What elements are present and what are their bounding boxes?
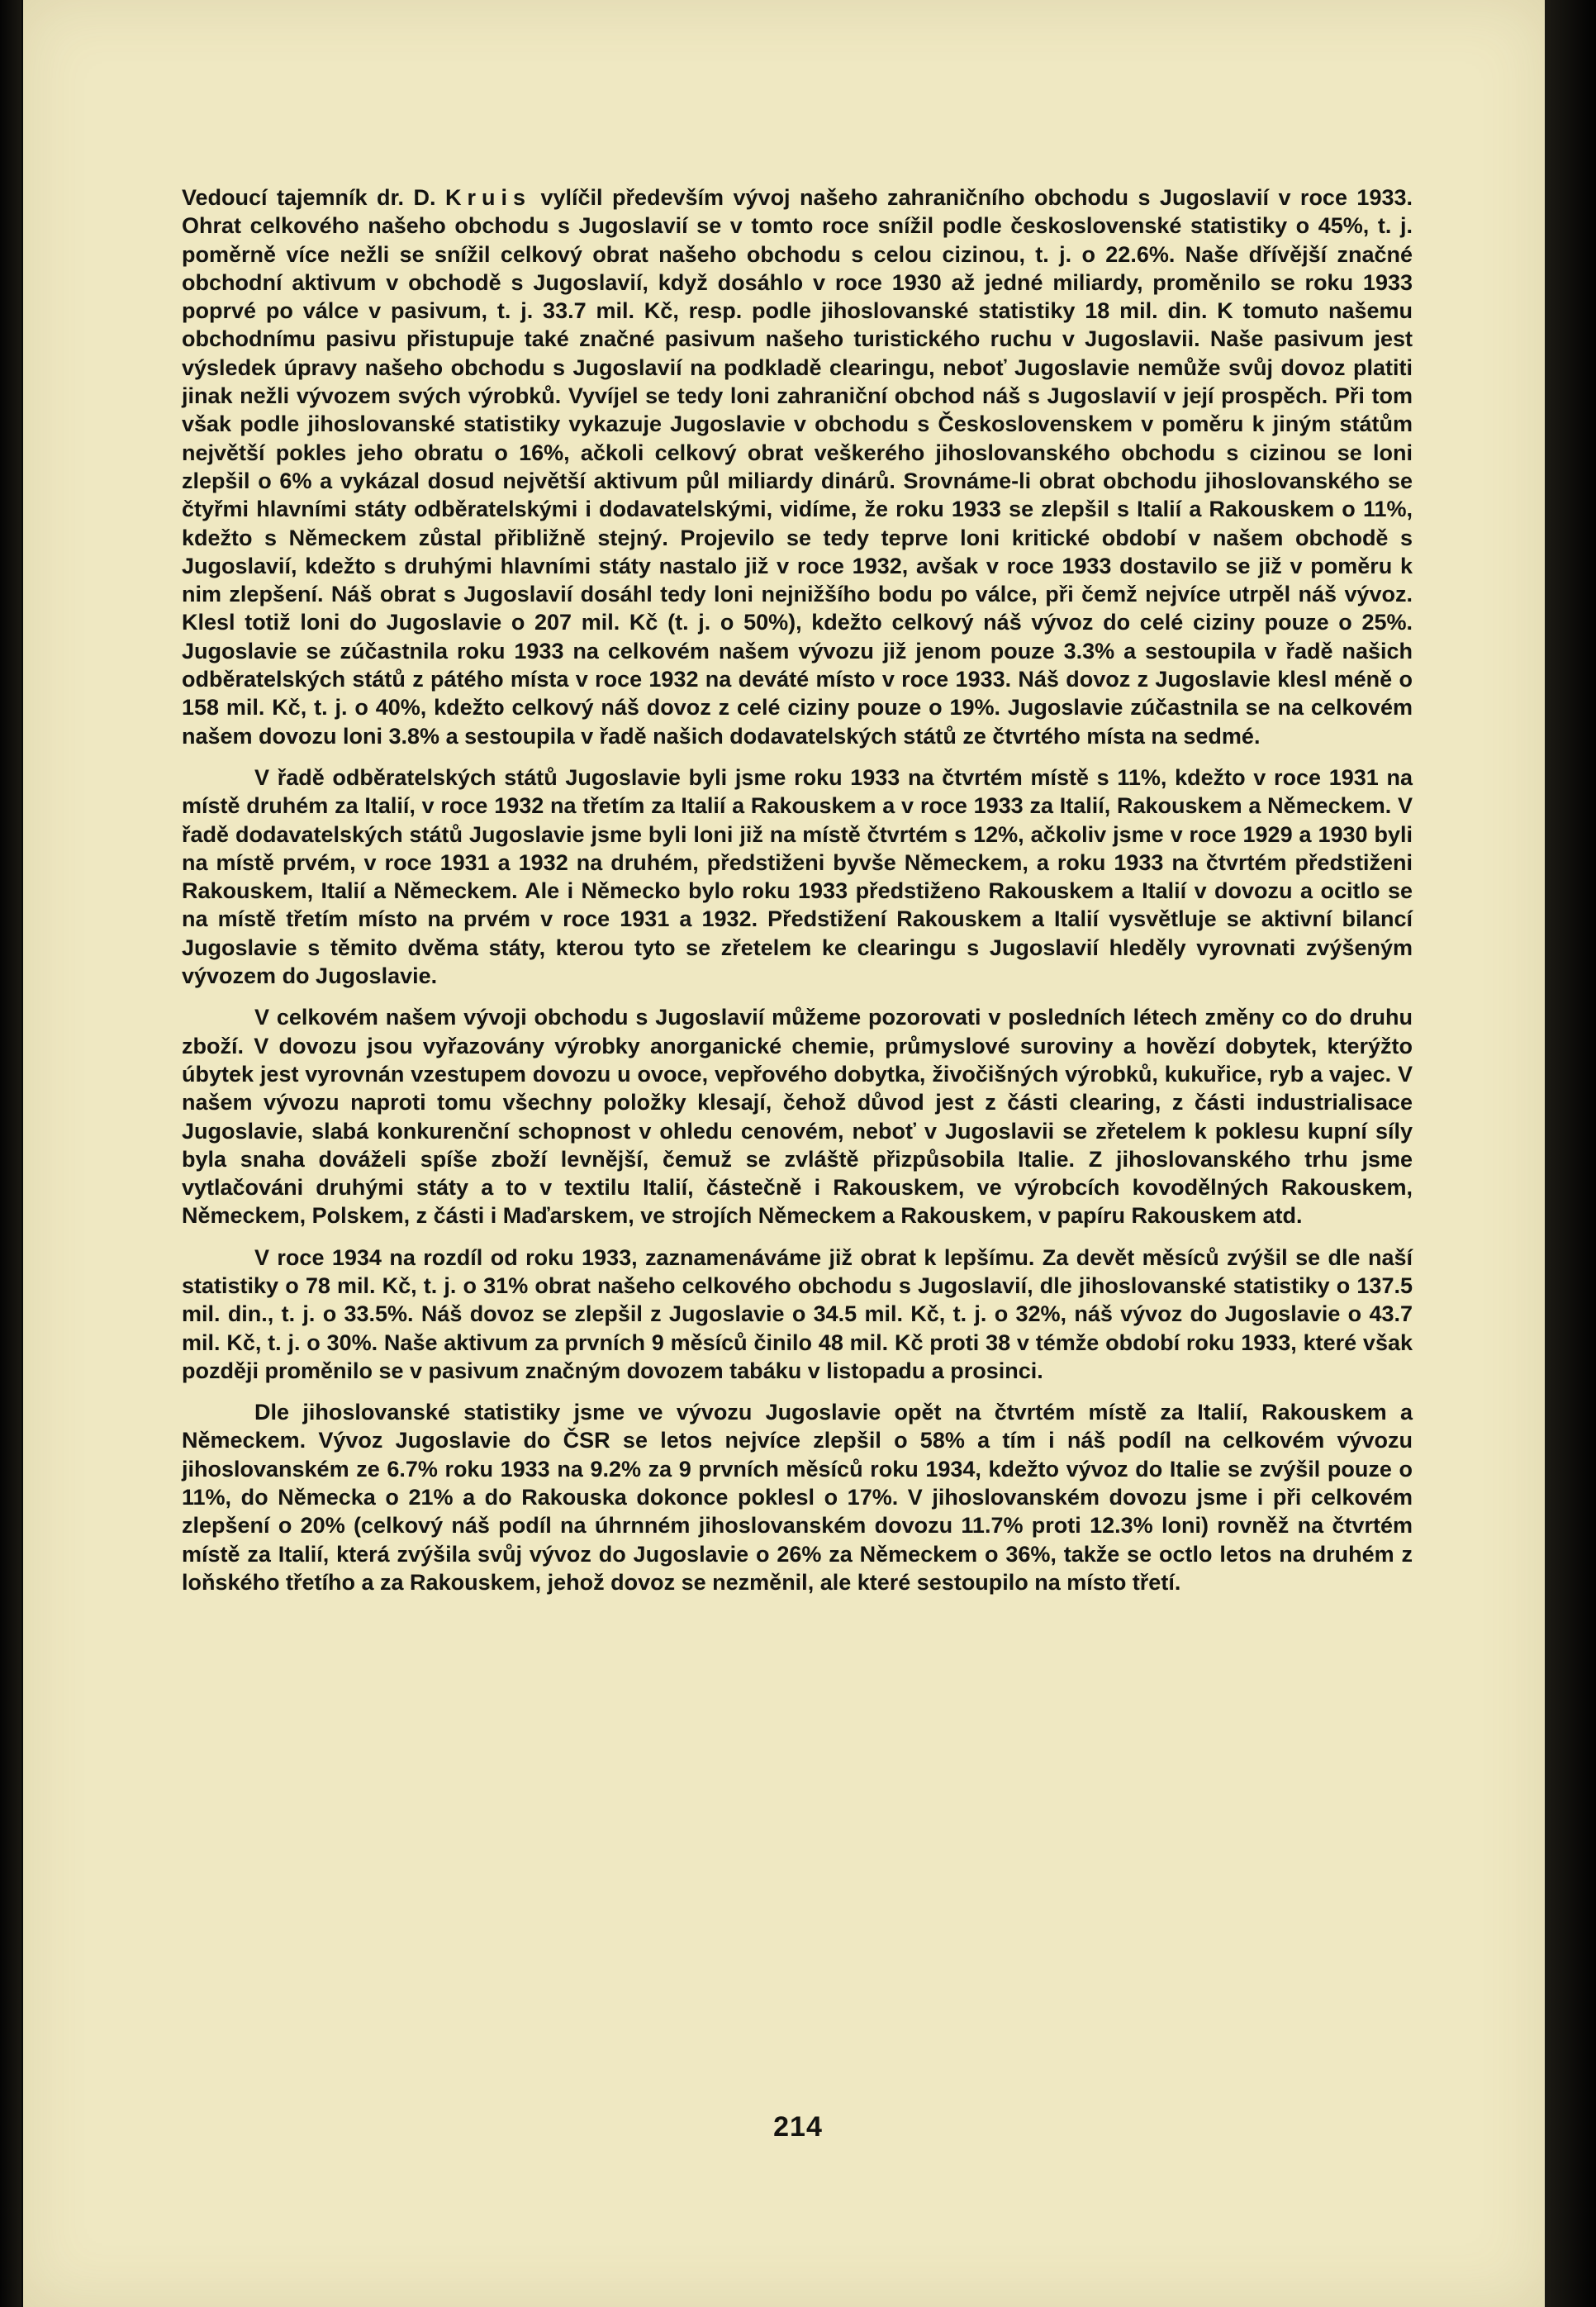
paragraph-1-lead: Vedoucí tajemník dr. D. xyxy=(182,185,445,210)
body-text xyxy=(182,183,1413,1610)
scan-right-edge xyxy=(1545,0,1596,2307)
page-number: 214 xyxy=(773,2111,823,2143)
paragraph-1-text: vylíčil především vývoj našeho zahraničního obchodu s Jugoslavií v roce 1933. Ohrat celkového našeho obchodu s Jugoslavií se v tomto roce snížil podle československé statistiky o 45%, t. j. poměrně více nežli se snížil celkový obrat našeho obchodu s celou cizinou, t. j. o 22.6%. Naše dřívější značné obchodní aktivum v obchodě s Jugoslavií, když dosáhlo v roce 1930 až jedné miliardy, proměnilo se roku 1933 poprvé po válce v pasivum, t. j. 33.7 mil. Kč, resp. podle jihoslovanské statistiky 18 mil. din. K tomuto našemu obchodnímu pasivu přistupuje také značné pasivum našeho turistického ruchu v Jugoslavii. Naše pasivum jest výsledek úpravy našeho obchodu s Jugoslavií na podkladě clearingu, neboť Jugoslavie nemůže svůj dovoz platiti jinak nežli vývozem svých výrobků. Vyvíjel se tedy loni zahraniční obchod náš s Jugoslavií v její prospěch. Při tom však podle jihoslovanské statistiky vykazuje Jugoslavie v obchodu s Československem v poměru k jiným státům největší pokles jeho obratu o 16%, ačkoli celkový obrat veškerého jihoslovanského obchodu s cizinou se loni zlepšil o 6% a vykázal dosud největší aktivum půl miliardy dinárů. Srovnáme-li obrat obchodu jihoslovanského se čtyřmi hlavními státy odběratelskými i dodavatelskými, vidíme, že roku 1933 se zlepšil s Italií a Rakouskem o 11%, kdežto s Německem zůstal přibližně stejný. Projevilo se tedy teprve loni kritické období v našem obchodě s Jugoslavií, kdežto s druhými hlavními státy nastalo již v roce 1932, avšak v roce 1933 dostavilo se již v poměru k nim zlepšení. Náš obrat s Jugoslavií dosáhl tedy loni nejnižšího bodu po válce, při čemž nejvíce utrpěl náš vývoz. Klesl totiž loni do Jugoslavie o 207 mil. Kč (t. j. o 50%), kdežto celkový náš vývoz do celé ciziny pouze o 25%. Jugoslavie se zúčastnila roku 1933 na celkovém našem vývozu již jenom pouze 3.3% a sestoupila v řadě našich odběratelských států z pátého místa v roce 1932 na deváté místo v roce 1933. Náš dovoz z Jugoslavie klesl méně o 158 mil. Kč, t. j. o 40%, kdežto celkový náš dovoz z celé ciziny pouze o 19%. Jugoslavie zúčastnila se na celkovém našem dovozu loni 3.8% a sestoupila v řadě našich dodavatelských států ze čtvrtého místa na sedmé. xyxy=(182,185,1413,749)
paragraph-2: V řadě odběratelských států Jugoslavie byli jsme roku 1933 na čtvrtém místě s 11%, kdežto v roce 1931 na místě druhém za Italií, v roce 1932 na třetím za Italií a Rakouskem a v roce 1933 za Italií, Rakouskem a Německem. V řadě dodavatelských států Jugoslavie jsme byli loni již na místě čtvrtém s 12%, ačkoliv jsme v roce 1929 a 1930 byli na místě prvém, v roce 1931 a 1932 na druhém, předstiženi byvše Německem, a roku 1933 na čtvrtém předstiženi Rakouskem, Italií a Německem. Ale i Německo bylo roku 1933 předstiženo Rakouskem a Italií v dovozu a ocitlo se na místě třetím místo na prvém v roce 1931 a 1932. Předstižení Rakouskem a Italií vysvětluje se aktivní bilancí Jugoslavie s těmito dvěma státy, kterou tyto se zřetelem ke clearingu s Jugoslavií hleděly vyrovnati zvýšeným vývozem do Jugoslavie. xyxy=(182,764,1413,989)
scan-left-edge xyxy=(0,0,21,2307)
paragraph-5: Dle jihoslovanské statistiky jsme ve vývozu Jugoslavie opět na čtvrtém místě za Italií, Rakouskem a Německem. Vývoz Jugoslavie do ČSR se letos nejvíce zlepšil o 58% a tím i náš podíl na celkovém vývozu jihoslovanském ze 6.7% roku 1933 na 9.2% za 9 prvních měsíců roku 1934, kdežto vývoz do Italie se zvýšil pouze o 11%, do Německa o 21% a do Rakouska dokonce poklesl o 17%. V jihoslovanském dovozu jsme i při celkovém zlepšení o 20% (celkový náš podíl na úhrnném jihoslovanském dovozu 11.7% proti 12.3% loni) rovněž na čtvrtém místě za Italií, která zvýšila svůj vývoz do Jugoslavie o 26% za Německem o 36%, takže se octlo letos na druhém z loňského třetího a za Rakouskem, jehož dovoz se nezměnil, ale které sestoupilo na místo třetí. xyxy=(182,1400,1413,1595)
author-name: Kruis xyxy=(444,185,531,210)
paragraph-1 xyxy=(182,183,1413,750)
paragraph-3: V celkovém našem vývoji obchodu s Jugoslavií můžeme pozorovati v posledních létech změny co do druhu zboží. V dovozu jsou vyřazovány výrobky anorganické chemie, průmyslové suroviny a hovězí dobytek, kterýžto úbytek jest vyrovnán vzestupem dovozu u ovoce, vepřového dobytka, živočišných výrobků, kukuřice, ryb a vajec. V našem vývozu naproti tomu všechny položky klesají, čehož důvod jest z části clearing, z části industrialisace Jugoslavie, slabá konkurenční schopnost v ohledu cenovém, neboť v Jugoslavii se zřetelem k poklesu kupní síly byla snaha dováželi spíše zboží levnější, čemuž se zvláště přizpůsobila Italie. Z jihoslovanského trhu jsme vytlačováni druhými státy a to v textilu Italií, částečně i Rakouskem, ve výrobcích kovodělných Rakouskem, Německem, Polskem, z části i Maďarskem, ve strojích Německem a Rakouskem, v papíru Rakouskem atd. xyxy=(182,1005,1413,1229)
paragraph-4: V roce 1934 na rozdíl od roku 1933, zaznamenáváme již obrat k lepšímu. Za devět měsíců zvýšil se dle naší statistiky o 78 mil. Kč, t. j. o 31% obrat našeho celkového obchodu s Jugoslavií, dle jihoslovanské statistiky o 137.5 mil. din., t. j. o 33.5%. Náš dovoz se zlepšil z Jugoslavie o 34.5 mil. Kč, t. j. o 32%, náš vývoz do Jugoslavie o 43.7 mil. Kč, t. j. o 30%. Naše aktivum za prvních 9 měsíců činilo 48 mil. Kč proti 38 v témže období roku 1933, které však později proměnilo se v pasivum značným dovozem tabáku v listopadu a prosinci. xyxy=(182,1244,1413,1383)
